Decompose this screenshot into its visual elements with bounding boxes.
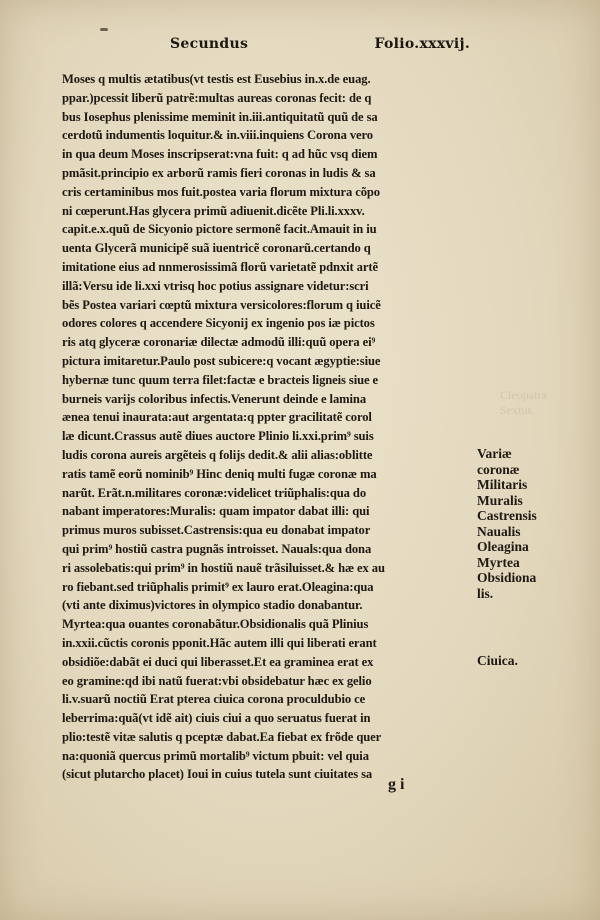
text-line: ænea tenui inaurata:aut argentata:q ppter gracilitatẽ corol <box>62 410 372 425</box>
margin-note: Ciuica. <box>477 653 518 668</box>
header-folio-number: Folio.xxxvij. <box>374 36 470 52</box>
text-line: ludis corona aureis argẽteis q folijs dedit.& alii alias:oblitte <box>62 447 373 462</box>
text-line: pictura imitaretur.Paulo post subicere:q vocant ægyptie:siue <box>62 353 381 368</box>
text-line: obsidiõe:dabãt ei duci qui liberasset.Et ea graminea erat ex <box>62 654 374 669</box>
text-line: læ dicunt.Crassus autẽ diues auctore Plinio li.xxi.prim⁹ suis <box>62 429 374 444</box>
text-line: ris atq glyceræ coronariæ dilectæ admodũ illi:quũ opera ei⁹ <box>62 335 376 350</box>
text-line: burneis varijs coloribus infectis.Venerunt deinde e lamina <box>62 391 367 406</box>
text-line: cris certaminibus mos fuit.postea varia florum mixtura cõpo <box>62 184 381 199</box>
margin-note: Obsidiona <box>477 570 537 585</box>
ink-speck <box>100 28 108 31</box>
text-line: plio:testẽ vitæ salutis q pceptæ dabat.Ea fiebat ex frõde quer <box>62 729 382 744</box>
text-line: narũt. Erãt.n.militares coronæ:videlicet triũphalis:qua do <box>62 485 367 500</box>
header-book-label: Secundus <box>170 36 249 52</box>
text-line: (vti ante diximus)victores in olympico stadio donabantur. <box>62 598 363 613</box>
text-line: ri assolebatis:qui prim⁹ in hostiũ nauẽ trãsiluisset.& hæ ex au <box>62 560 385 575</box>
body-text-column <box>62 70 474 784</box>
text-line: ratis tamẽ eorũ nominib⁹ Hinc deniq multi fugæ coronæ ma <box>62 466 377 481</box>
text-line: imitatione eius ad nnmerosissimã florũ varietatẽ pdnxit artẽ <box>62 259 378 274</box>
margin-note: Castrensis <box>477 508 537 523</box>
margin-note: lis. <box>477 585 494 601</box>
text-line: bus Iosephus plenissime meminit in.iii.antiquitatũ quũ de sa <box>62 109 378 124</box>
text-line: cerdotũ indumentis loquitur.& in.viii.inquiens Corona vero <box>62 128 373 143</box>
text-line: in.xxii.cũctis coronis pponit.Hãc autem illi qui liberati erant <box>62 635 377 650</box>
text-line: Myrtea:qua ouantes coronabãtur.Obsidionalis quã Plinius <box>62 617 369 632</box>
text-line: na:quoniã quercus primũ mortalib⁹ victum pbuit: vel quia <box>62 748 369 763</box>
text-line: ni cœperunt.Has glycera primũ adiuenit.dicẽte Pli.li.xxxv. <box>62 203 365 218</box>
text-line: hybernæ tunc quum terra filet:factæ e bracteis ligneis siue e <box>62 372 379 387</box>
margin-note: Naualis <box>477 523 521 539</box>
text-line: bẽs Postea variari cœptũ mixtura versicolores:florum q iuicẽ <box>62 297 381 312</box>
text-line: li.v.suarũ noctiũ Erat pterea ciuica corona proculdubio ce <box>62 692 366 707</box>
bleed-through-text <box>500 388 570 418</box>
margin-note: Oleagina <box>477 539 529 554</box>
text-line: illã:Versu ide li.xxi vtrisq hoc potius assignare videtur:scri <box>62 278 369 293</box>
text-line: Moses q multis ætatibus(vt testis est Eusebius in.x.de euag. <box>62 72 371 86</box>
margin-note: Muralis <box>477 492 523 508</box>
signature-mark: g i <box>388 776 405 793</box>
bleed-line: Sextus. <box>500 403 536 417</box>
text-line: eo gramine:qd ibi natũ fuerat:vbi obsidebatur hæc ex gelio <box>62 673 372 688</box>
text-line: uenta Glycerã municipẽ suã iuentricẽ coronarũ.certando q <box>62 241 371 256</box>
text-line: primus muros subisset.Castrensis:qua eu donabat impator <box>62 523 371 538</box>
running-header <box>170 36 470 52</box>
text-line: ro fiebant.sed triũphalis primit⁹ ex lauro erat.Oleagina:qua <box>62 579 374 594</box>
marginal-notes <box>477 446 577 669</box>
text-line: leberrima:quã(vt idẽ ait) ciuis ciui a quo seruatus fuerat in <box>62 711 371 726</box>
margin-note: Myrtea <box>477 554 520 570</box>
margin-note: Variæ <box>477 446 512 461</box>
text-line: in qua deum Moses inscripserat:vna fuit: q ad hũc vsq diem <box>62 147 378 162</box>
margin-note: coronæ <box>477 461 520 477</box>
text-line: nabant imperatores:Muralis: quam impator dabat illi: qui <box>62 504 370 519</box>
bleed-line: Cleopatra <box>500 388 547 402</box>
text-line: ppar.)pcessit liberũ patrẽ:multas aureas coronas fecit: de q <box>62 90 372 105</box>
text-line: qui prim⁹ hostiũ castra pugnãs introisset. Nauals:qua dona <box>62 541 372 556</box>
text-line: capit.e.x.quũ de Sicyonio pictore sermonẽ facit.Amauit in iu <box>62 222 377 237</box>
text-line: pmãsit.principio ex arborũ ramis fieri coronas in ludis & sa <box>62 165 376 180</box>
text-line: (sicut plutarcho placet) Ioui in cuius tutela sunt ciuitates sa <box>62 767 373 782</box>
margin-note: Militaris <box>477 477 528 492</box>
text-line: odores colores q accendere Sicyonij ex ingenio pos iæ pictos <box>62 316 375 331</box>
